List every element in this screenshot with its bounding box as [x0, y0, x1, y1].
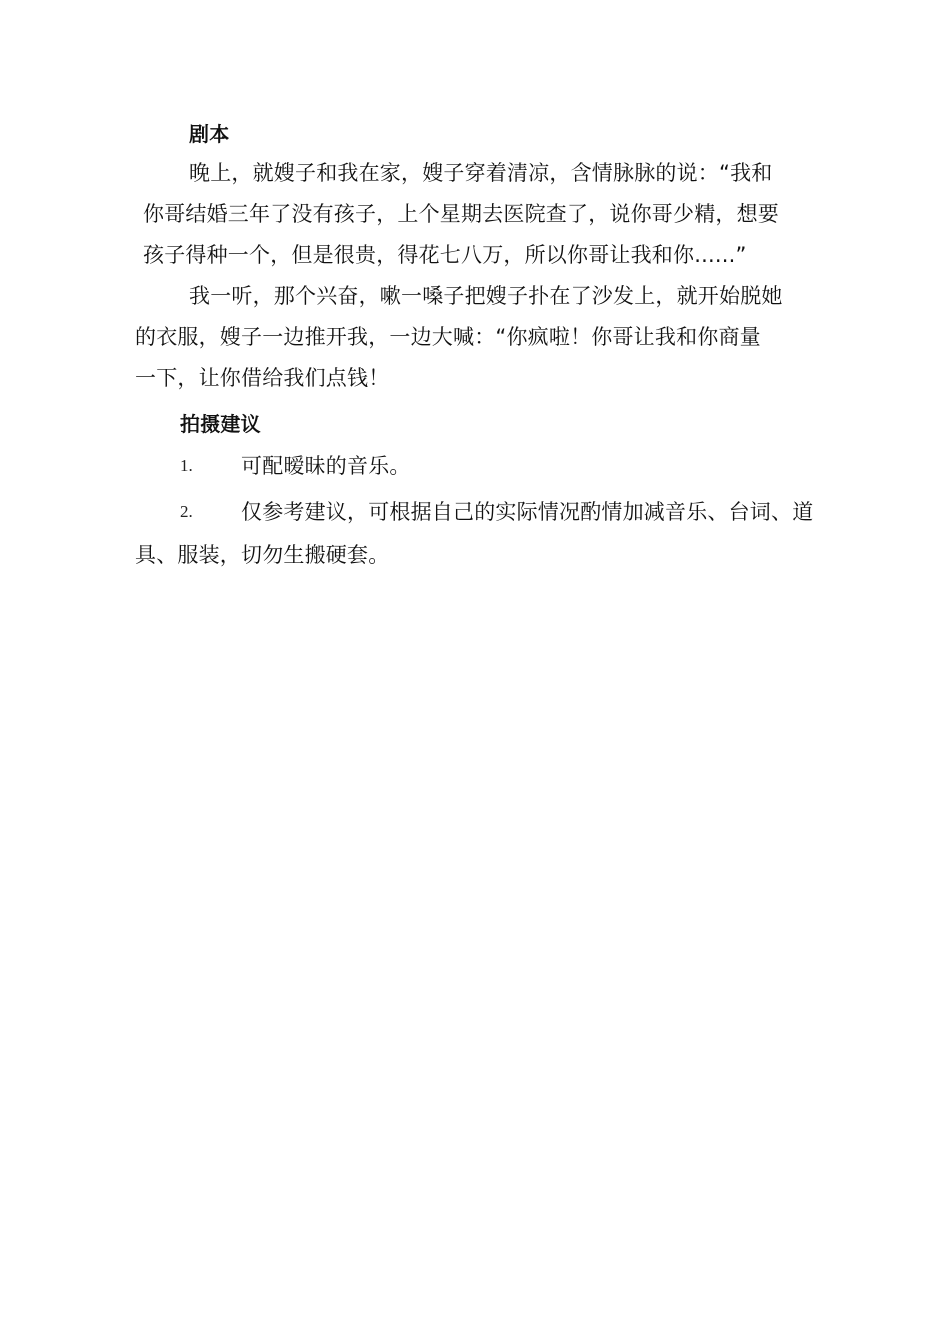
- suggestion-heading: 拍摄建议: [180, 412, 261, 436]
- script-paragraph-line: 孩子得种一个，但是很贵，得花七八万，所以你哥让我和你......”: [143, 243, 747, 267]
- script-paragraph-line: 你哥结婚三年了没有孩子，上个星期去医院查了，说你哥少精，想要: [143, 202, 779, 226]
- script-paragraph-line: 的衣服，嫂子一边推开我，一边大喊：“你疯啦！你哥让我和你商量: [135, 325, 761, 349]
- suggestion-item-line: 可配暧昧的音乐。: [241, 454, 411, 478]
- list-number: 1.: [180, 456, 193, 475]
- suggestion-item-line: 具、服装，切勿生搬硬套。: [135, 543, 390, 567]
- suggestion-item-line: 仅参考建议，可根据自己的实际情况酌情加减音乐、台词、道: [241, 500, 814, 524]
- script-paragraph-line: 我一听，那个兴奋，嗽一嗓子把嫂子扑在了沙发上，就开始脱她: [189, 284, 783, 308]
- list-number: 2.: [180, 502, 193, 521]
- script-paragraph-line: 晚上，就嫂子和我在家，嫂子穿着清凉，含情脉脉的说：“我和: [189, 161, 773, 185]
- script-heading: 剧本: [189, 122, 230, 146]
- script-paragraph-line: 一下，让你借给我们点钱！: [135, 366, 390, 390]
